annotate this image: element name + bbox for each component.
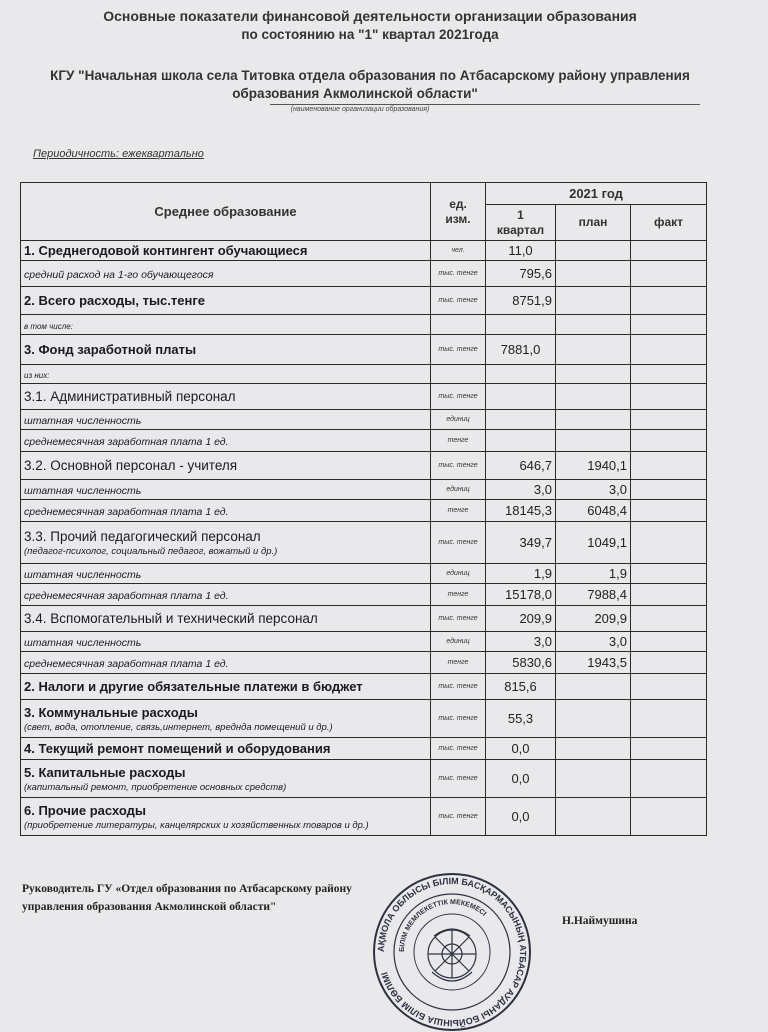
row-value-q1: 209,9 (486, 606, 556, 632)
row-value-q1: 18145,3 (486, 500, 556, 522)
row-label: в том числе: (24, 321, 73, 331)
table-row (21, 674, 707, 700)
row-value-fact (631, 522, 707, 564)
row-label: 3.4. Вспомогательный и технический персонал (24, 610, 318, 626)
row-label: средний расход на 1-го обучающегося (24, 268, 214, 281)
table-row (21, 430, 707, 452)
row-label: штатная численность (24, 414, 142, 427)
row-unit (431, 365, 486, 384)
row-value-plan (556, 674, 631, 700)
row-label-cell (21, 365, 431, 384)
row-value-q1: 349,7 (486, 522, 556, 564)
row-value-fact (631, 430, 707, 452)
row-unit: тыс. тенге (431, 335, 486, 365)
row-value-plan (556, 738, 631, 760)
row-value-fact (631, 410, 707, 430)
row-value-q1: 1,9 (486, 564, 556, 584)
table-row (21, 760, 707, 798)
signature-title-line1: Руководитель ГУ «Отдел образования по Атбасарскому району (22, 883, 352, 895)
table-row (21, 452, 707, 480)
col-header-fact: факт (631, 205, 707, 241)
row-label-cell (21, 410, 431, 430)
row-value-q1: 11,0 (486, 241, 556, 261)
stamp-outer-text: АҚМОЛА ОБЛЫСЫ БІЛІМ БАСҚАРМАСЫНЫҢ АТБАСАР АУДАНЫ БОЙЫНША БІЛІМ БӨЛІМІ (375, 875, 529, 1029)
row-value-q1: 15178,0 (486, 584, 556, 606)
row-value-plan (556, 430, 631, 452)
col-header-quarter-num: 1 (517, 207, 524, 222)
row-unit: тыс. тенге (431, 674, 486, 700)
row-label-cell (21, 564, 431, 584)
row-value-q1 (486, 430, 556, 452)
organization-name-line1: КГУ "Начальная школа села Титовка отдела образования по Атбасарскому району управления (50, 68, 690, 83)
row-value-plan (556, 315, 631, 335)
col-header-quarter-word: квартал (496, 222, 545, 237)
row-label: 1. Среднегодовой контингент обучающиеся (24, 242, 308, 258)
row-label: среднемесячная заработная плата 1 ед. (24, 505, 229, 518)
row-value-q1: 0,0 (486, 738, 556, 760)
row-unit: тенге (431, 500, 486, 522)
row-value-fact (631, 365, 707, 384)
signer-name: Н.Наймушина (562, 915, 638, 927)
row-label: среднемесячная заработная плата 1 ед. (24, 435, 229, 448)
row-label: 5. Капитальные расходы (24, 765, 186, 780)
stamp-emblem-icon (428, 929, 476, 981)
row-value-q1: 3,0 (486, 480, 556, 500)
row-value-q1 (486, 410, 556, 430)
row-label-cell (21, 430, 431, 452)
table-row (21, 700, 707, 738)
row-label-cell (21, 452, 431, 480)
row-value-q1 (486, 315, 556, 335)
row-label: среднемесячная заработная плата 1 ед. (24, 589, 229, 602)
row-value-q1: 7881,0 (486, 335, 556, 365)
row-value-plan: 209,9 (556, 606, 631, 632)
row-sublabel: (свет, вода, отопление, связь,интернет, вредндa помещений и др.) (24, 722, 333, 733)
row-unit: тыс. тенге (431, 261, 486, 287)
table-row (21, 287, 707, 315)
row-value-q1: 795,6 (486, 261, 556, 287)
row-value-q1: 646,7 (486, 452, 556, 480)
row-label: 3. Коммунальные расходы (24, 705, 198, 720)
row-label-cell (21, 738, 431, 760)
table-row (21, 335, 707, 365)
row-value-q1: 5830,6 (486, 652, 556, 674)
row-value-plan: 3,0 (556, 480, 631, 500)
row-value-plan (556, 335, 631, 365)
row-value-plan (556, 760, 631, 798)
row-value-q1: 815,6 (486, 674, 556, 700)
row-label-cell (21, 606, 431, 632)
row-label: 2. Налоги и другие обязательные платежи в бюджет (24, 678, 363, 694)
row-value-plan: 1940,1 (556, 452, 631, 480)
col-header-unit-line1: ед. (449, 196, 467, 211)
row-label: штатная численность (24, 636, 142, 649)
row-label-cell (21, 674, 431, 700)
row-label-cell (21, 522, 431, 564)
col-header-plan: план (556, 205, 631, 241)
periodicity-label: Периодичность: ежеквартально (33, 148, 204, 160)
table-row (21, 480, 707, 500)
table-row (21, 384, 707, 410)
table-row (21, 564, 707, 584)
row-label: 2. Всего расходы, тыс.тенге (24, 292, 205, 308)
row-value-q1: 55,3 (486, 700, 556, 738)
row-value-q1 (486, 384, 556, 410)
row-value-q1 (486, 365, 556, 384)
row-value-plan (556, 365, 631, 384)
col-header-name: Среднее образование (21, 183, 431, 241)
row-label: 3.1. Административный персонал (24, 388, 236, 404)
table-row (21, 632, 707, 652)
row-value-fact (631, 700, 707, 738)
row-value-plan (556, 241, 631, 261)
row-sublabel: (капитальный ремонт, приобретение основных средств) (24, 782, 287, 793)
table-row (21, 738, 707, 760)
row-unit: единиц (431, 564, 486, 584)
row-unit: чел. (431, 241, 486, 261)
col-header-unit-line2: изм. (445, 211, 471, 226)
organization-caption: (наименование организации образования) (290, 106, 430, 113)
row-value-plan (556, 384, 631, 410)
row-label: среднемесячная заработная плата 1 ед. (24, 657, 229, 670)
financial-indicators-table (20, 182, 707, 836)
col-header-year: 2021 год (486, 183, 707, 205)
row-value-plan: 1049,1 (556, 522, 631, 564)
row-value-q1: 0,0 (486, 798, 556, 836)
col-header-unit (431, 183, 486, 241)
row-value-fact (631, 500, 707, 522)
table-header-row (21, 183, 707, 205)
row-label-cell (21, 760, 431, 798)
row-value-plan (556, 410, 631, 430)
table-row (21, 798, 707, 836)
row-label-cell (21, 700, 431, 738)
row-value-q1: 3,0 (486, 632, 556, 652)
row-value-fact (631, 760, 707, 798)
row-value-fact (631, 652, 707, 674)
row-value-fact (631, 384, 707, 410)
row-unit: тенге (431, 652, 486, 674)
row-value-plan: 3,0 (556, 632, 631, 652)
table-row (21, 522, 707, 564)
row-value-plan (556, 700, 631, 738)
row-value-plan: 6048,4 (556, 500, 631, 522)
row-value-plan: 1,9 (556, 564, 631, 584)
row-value-plan: 7988,4 (556, 584, 631, 606)
row-value-fact (631, 261, 707, 287)
row-label: 3.3. Прочий педагогический персонал (24, 529, 261, 544)
row-value-fact (631, 564, 707, 584)
row-sublabel: (приобретение литературы, канцелярских и хозяйственных товаров и др.) (24, 820, 369, 831)
row-unit (431, 315, 486, 335)
row-value-fact (631, 452, 707, 480)
row-value-fact (631, 287, 707, 315)
row-unit: единиц (431, 480, 486, 500)
row-label: 3. Фонд заработной платы (24, 341, 197, 357)
table-row (21, 606, 707, 632)
row-label-cell (21, 315, 431, 335)
row-value-fact (631, 606, 707, 632)
row-value-q1: 8751,9 (486, 287, 556, 315)
table-row (21, 261, 707, 287)
report-date: по состоянию на "1" квартал 2021года (241, 27, 499, 42)
row-value-fact (631, 315, 707, 335)
row-label-cell (21, 384, 431, 410)
row-label: из них: (24, 371, 50, 380)
table-row (21, 410, 707, 430)
row-unit: единиц (431, 632, 486, 652)
table-row (21, 315, 707, 335)
row-unit: тыс. тенге (431, 606, 486, 632)
signature-title-line2: управления образования Акмолинской области" (22, 901, 277, 913)
official-stamp-icon (362, 872, 542, 1032)
row-unit: тыс. тенге (431, 760, 486, 798)
row-label: штатная численность (24, 568, 142, 581)
row-value-fact (631, 738, 707, 760)
row-value-fact (631, 335, 707, 365)
row-label: 3.2. Основной персонал - учителя (24, 457, 238, 473)
row-unit: тыс. тенге (431, 798, 486, 836)
organization-name-line2: образования Акмолинской области" (232, 86, 478, 101)
row-label-cell (21, 287, 431, 315)
row-value-plan (556, 798, 631, 836)
row-label-cell (21, 335, 431, 365)
row-unit: тыс. тенге (431, 287, 486, 315)
row-value-fact (631, 632, 707, 652)
row-label-cell (21, 652, 431, 674)
row-unit: единиц (431, 410, 486, 430)
row-value-fact (631, 241, 707, 261)
row-label: штатная численность (24, 484, 142, 497)
row-label-cell (21, 500, 431, 522)
row-unit: тыс. тенге (431, 384, 486, 410)
row-label-cell (21, 480, 431, 500)
row-value-fact (631, 674, 707, 700)
row-label-cell (21, 584, 431, 606)
row-value-plan (556, 287, 631, 315)
row-unit: тыс. тенге (431, 700, 486, 738)
row-label-cell (21, 632, 431, 652)
row-value-fact (631, 584, 707, 606)
row-value-q1: 0,0 (486, 760, 556, 798)
report-title: Основные показатели финансовой деятельности организации образования (103, 8, 637, 24)
row-unit: тыс. тенге (431, 452, 486, 480)
row-unit: тенге (431, 584, 486, 606)
row-value-fact (631, 798, 707, 836)
col-header-quarter (486, 205, 556, 241)
row-label-cell (21, 798, 431, 836)
row-unit: тенге (431, 430, 486, 452)
table-row (21, 241, 707, 261)
organization-underline (270, 104, 700, 105)
table-row (21, 584, 707, 606)
row-sublabel: (педагог-психолог, социальный педагог, вожатый и др.) (24, 546, 278, 557)
table-row (21, 365, 707, 384)
table-row (21, 652, 707, 674)
row-value-fact (631, 480, 707, 500)
row-value-plan (556, 261, 631, 287)
row-value-plan: 1943,5 (556, 652, 631, 674)
table-row (21, 500, 707, 522)
row-unit: тыс. тенге (431, 522, 486, 564)
row-label-cell (21, 241, 431, 261)
stamp-inner-text: БІЛІМ МЕМЛЕКЕТТІК МЕКЕМЕСІ (398, 898, 488, 953)
row-label-cell (21, 261, 431, 287)
row-label: 4. Текущий ремонт помещений и оборудования (24, 740, 331, 756)
row-unit: тыс. тенге (431, 738, 486, 760)
row-label: 6. Прочие расходы (24, 803, 146, 818)
